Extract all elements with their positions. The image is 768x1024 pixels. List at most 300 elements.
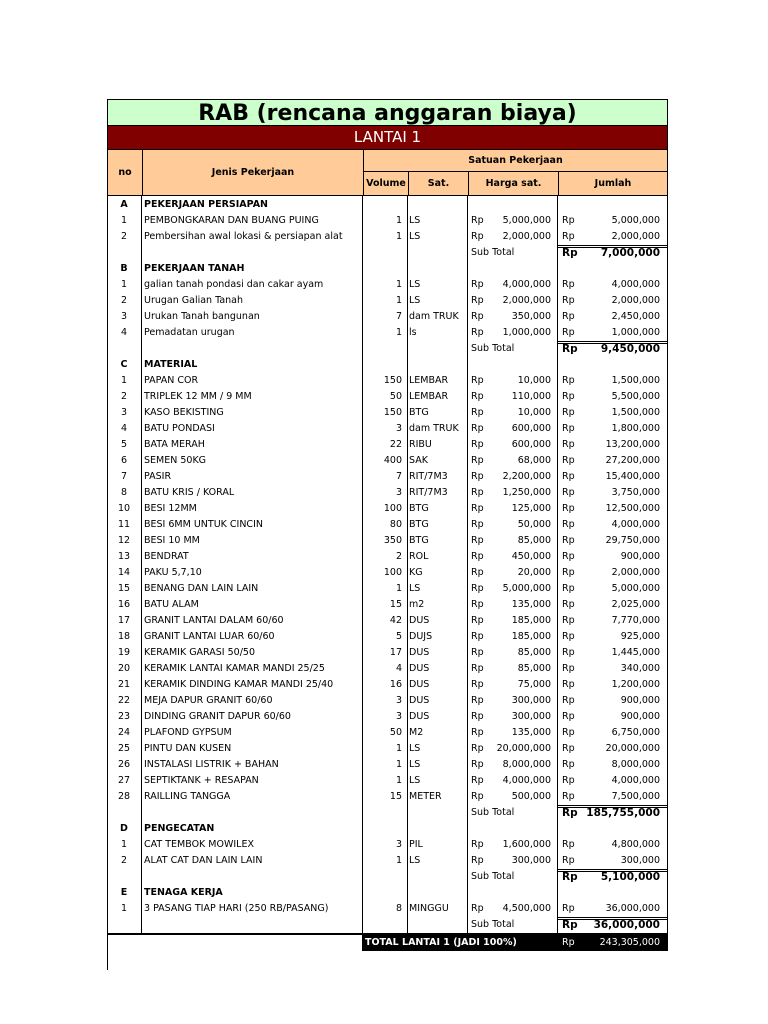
- item-name: PEMBONGKARAN DAN BUANG PUING: [144, 215, 319, 226]
- table-row: [107, 533, 668, 549]
- item-no: 5: [120, 439, 128, 450]
- table-row: [107, 453, 668, 469]
- currency-label: Rp: [562, 503, 575, 514]
- item-unit-price: 85,000: [517, 663, 551, 674]
- table-row: [107, 389, 668, 405]
- item-amount: 2,000,000: [611, 295, 660, 306]
- currency-label: Rp: [562, 937, 575, 948]
- item-no: 26: [117, 759, 131, 770]
- item-name: BATU ALAM: [144, 599, 199, 610]
- currency-label: Rp: [471, 279, 484, 290]
- section-name: PENGECATAN: [144, 823, 215, 834]
- table-row: [107, 597, 668, 613]
- item-no: 21: [117, 679, 131, 690]
- subtotal-row: [107, 245, 668, 261]
- item-unit: LS: [409, 759, 421, 770]
- currency-label: Rp: [562, 551, 575, 562]
- currency-label: Rp: [471, 551, 484, 562]
- column-divider: [141, 195, 142, 934]
- item-name: GRANIT LANTAI LUAR 60/60: [144, 631, 275, 642]
- item-amount: 4,800,000: [611, 839, 660, 850]
- table-row: [107, 501, 668, 517]
- item-no: 23: [117, 711, 131, 722]
- currency-label: Rp: [562, 423, 575, 434]
- subtotal-row: [107, 805, 668, 821]
- item-unit: LS: [409, 855, 421, 866]
- item-no: 2: [120, 231, 128, 242]
- currency-label: Rp: [562, 487, 575, 498]
- item-name: KERAMIK DINDING KAMAR MANDI 25/40: [144, 679, 334, 690]
- section-name: PEKERJAAN PERSIAPAN: [144, 199, 269, 210]
- item-name: ALAT CAT DAN LAIN LAIN: [144, 855, 263, 866]
- item-unit-price: 450,000: [511, 551, 551, 562]
- subtotal-label: Sub Total: [471, 247, 515, 258]
- currency-label: Rp: [562, 231, 575, 242]
- item-unit-price: 1,600,000: [502, 839, 551, 850]
- currency-label: Rp: [471, 903, 484, 914]
- currency-label: Rp: [471, 487, 484, 498]
- item-amount: 29,750,000: [605, 535, 660, 546]
- item-volume: 15: [389, 791, 402, 802]
- item-unit-price: 185,000: [511, 631, 551, 642]
- item-unit: DUS: [409, 679, 430, 690]
- table-header: [107, 149, 668, 196]
- item-name: BENANG DAN LAIN LAIN: [144, 583, 259, 594]
- item-volume: 50: [389, 391, 402, 402]
- item-unit-price: 5,000,000: [502, 583, 551, 594]
- item-volume: 15: [389, 599, 402, 610]
- item-amount: 13,200,000: [605, 439, 660, 450]
- item-unit-price: 500,000: [511, 791, 551, 802]
- section-code: A: [120, 199, 128, 210]
- item-unit-price: 85,000: [517, 647, 551, 658]
- column-divider: [557, 195, 558, 934]
- item-amount: 4,000,000: [611, 519, 660, 530]
- currency-label: Rp: [471, 295, 484, 306]
- table-body: [107, 196, 668, 951]
- item-no: 2: [120, 855, 128, 866]
- item-unit: RIBU: [409, 439, 432, 450]
- item-amount: 2,000,000: [611, 567, 660, 578]
- item-volume: 50: [389, 727, 402, 738]
- currency-label: Rp: [471, 327, 484, 338]
- item-name: PINTU DAN KUSEN: [144, 743, 232, 754]
- item-unit: MINGGU: [409, 903, 449, 914]
- item-volume: 150: [383, 407, 402, 418]
- item-unit: DUS: [409, 695, 430, 706]
- item-volume: 22: [389, 439, 402, 450]
- section-code: E: [120, 887, 128, 898]
- currency-label: Rp: [471, 647, 484, 658]
- item-no: 15: [117, 583, 131, 594]
- table-row: [107, 901, 668, 917]
- currency-label: Rp: [471, 583, 484, 594]
- item-no: 8: [120, 487, 128, 498]
- item-unit-price: 4,000,000: [502, 775, 551, 786]
- item-amount: 7,500,000: [611, 791, 660, 802]
- table-row: [107, 725, 668, 741]
- currency-label: Rp: [562, 615, 575, 626]
- item-unit-price: 300,000: [511, 711, 551, 722]
- subtotal-label: Sub Total: [471, 919, 515, 930]
- item-volume: 5: [395, 631, 402, 642]
- item-name: BESI 12MM: [144, 503, 197, 514]
- currency-label: Rp: [562, 727, 575, 738]
- currency-label: Rp: [562, 247, 578, 259]
- item-no: 3: [120, 407, 128, 418]
- item-name: GRANIT LANTAI DALAM 60/60: [144, 615, 284, 626]
- column-divider: [407, 195, 408, 934]
- currency-label: Rp: [471, 775, 484, 786]
- item-volume: 1: [395, 855, 402, 866]
- subtotal-value: 5,100,000: [600, 871, 660, 883]
- currency-label: Rp: [471, 727, 484, 738]
- item-unit-price: 2,000,000: [502, 231, 551, 242]
- table-row: [107, 277, 668, 293]
- item-unit-price: 1,250,000: [502, 487, 551, 498]
- header-jumlah: Jumlah: [558, 172, 667, 195]
- item-amount: 5,000,000: [611, 583, 660, 594]
- total-row: [107, 933, 668, 951]
- item-name: PLAFOND GYPSUM: [144, 727, 232, 738]
- item-amount: 8,000,000: [611, 759, 660, 770]
- column-divider: [107, 195, 108, 970]
- floor-banner: LANTAI 1: [107, 126, 668, 149]
- table-row: [107, 709, 668, 725]
- item-amount: 27,200,000: [605, 455, 660, 466]
- header-harga: Harga sat.: [468, 172, 558, 195]
- section-code: B: [120, 263, 128, 274]
- item-unit-price: 10,000: [517, 375, 551, 386]
- currency-label: Rp: [471, 711, 484, 722]
- header-volume: Volume: [363, 172, 408, 195]
- item-no: 13: [117, 551, 131, 562]
- currency-label: Rp: [471, 631, 484, 642]
- item-volume: 400: [383, 455, 402, 466]
- currency-label: Rp: [562, 679, 575, 690]
- currency-label: Rp: [562, 647, 575, 658]
- item-amount: 15,400,000: [605, 471, 660, 482]
- item-name: Pembersihan awal lokasi & persiapan alat: [144, 231, 343, 242]
- currency-label: Rp: [562, 215, 575, 226]
- item-no: 11: [117, 519, 131, 530]
- item-no: 2: [120, 391, 128, 402]
- item-unit: M2: [409, 727, 424, 738]
- item-volume: 3: [395, 839, 402, 850]
- currency-label: Rp: [562, 519, 575, 530]
- currency-label: Rp: [562, 583, 575, 594]
- currency-label: Rp: [471, 743, 484, 754]
- item-unit: LS: [409, 295, 421, 306]
- subtotal-label: Sub Total: [471, 807, 515, 818]
- item-unit-price: 4,500,000: [502, 903, 551, 914]
- currency-label: Rp: [562, 343, 578, 355]
- sheet-title: RAB (rencana anggaran biaya): [107, 99, 668, 126]
- table-row: [107, 677, 668, 693]
- currency-label: Rp: [471, 311, 484, 322]
- table-row: [107, 581, 668, 597]
- section-header: [107, 357, 668, 373]
- currency-label: Rp: [562, 567, 575, 578]
- item-name: BATU KRIS / KORAL: [144, 487, 235, 498]
- table-row: [107, 293, 668, 309]
- item-unit-price: 50,000: [517, 519, 551, 530]
- item-no: 7: [120, 471, 128, 482]
- section-header: [107, 197, 668, 213]
- item-unit-price: 300,000: [511, 855, 551, 866]
- item-volume: 16: [389, 679, 402, 690]
- item-unit: DUS: [409, 711, 430, 722]
- rab-sheet: [107, 99, 668, 951]
- item-amount: 900,000: [620, 711, 660, 722]
- item-volume: 1: [395, 279, 402, 290]
- item-no: 10: [117, 503, 131, 514]
- item-name: Urugan Galian Tanah: [144, 295, 244, 306]
- currency-label: Rp: [562, 631, 575, 642]
- currency-label: Rp: [471, 695, 484, 706]
- currency-label: Rp: [471, 679, 484, 690]
- currency-label: Rp: [562, 455, 575, 466]
- table-row: [107, 613, 668, 629]
- header-jenis: Jenis Pekerjaan: [142, 150, 363, 195]
- currency-label: Rp: [562, 759, 575, 770]
- section-name: MATERIAL: [144, 359, 198, 370]
- header-satuan: Satuan Pekerjaan: [363, 150, 667, 172]
- item-name: SEPTIKTANK + RESAPAN: [144, 775, 259, 786]
- item-amount: 2,450,000: [611, 311, 660, 322]
- item-unit: DUJS: [409, 631, 433, 642]
- item-unit-price: 185,000: [511, 615, 551, 626]
- item-volume: 2: [395, 551, 402, 562]
- currency-label: Rp: [471, 407, 484, 418]
- item-unit-price: 5,000,000: [502, 215, 551, 226]
- item-no: 16: [117, 599, 131, 610]
- item-unit: DUS: [409, 663, 430, 674]
- item-name: TRIPLEK 12 MM / 9 MM: [144, 391, 252, 402]
- item-name: KERAMIK GARASI 50/50: [144, 647, 255, 658]
- currency-label: Rp: [471, 455, 484, 466]
- subtotal-label: Sub Total: [471, 343, 515, 354]
- item-unit-price: 350,000: [511, 311, 551, 322]
- currency-label: Rp: [562, 535, 575, 546]
- item-unit-price: 4,000,000: [502, 279, 551, 290]
- currency-label: Rp: [562, 663, 575, 674]
- item-unit-price: 2,000,000: [502, 295, 551, 306]
- section-code: D: [120, 823, 128, 834]
- currency-label: Rp: [471, 567, 484, 578]
- item-amount: 3,750,000: [611, 487, 660, 498]
- currency-label: Rp: [562, 327, 575, 338]
- item-no: 19: [117, 647, 131, 658]
- item-unit: LEMBAR: [409, 391, 449, 402]
- column-divider: [667, 195, 668, 934]
- item-amount: 1,500,000: [611, 407, 660, 418]
- currency-label: Rp: [471, 439, 484, 450]
- table-row: [107, 437, 668, 453]
- item-unit-price: 20,000,000: [496, 743, 551, 754]
- item-name: KASO BEKISTING: [144, 407, 224, 418]
- table-row: [107, 325, 668, 341]
- item-name: KERAMIK LANTAI KAMAR MANDI 25/25: [144, 663, 325, 674]
- currency-label: Rp: [471, 791, 484, 802]
- item-volume: 3: [395, 487, 402, 498]
- table-row: [107, 565, 668, 581]
- item-unit: SAK: [409, 455, 428, 466]
- item-unit-price: 8,000,000: [502, 759, 551, 770]
- currency-label: Rp: [471, 615, 484, 626]
- item-name: PAKU 5,7,10: [144, 567, 202, 578]
- item-no: 25: [117, 743, 131, 754]
- item-volume: 3: [395, 695, 402, 706]
- item-name: INSTALASI LISTRIK + BAHAN: [144, 759, 279, 770]
- item-name: SEMEN 50KG: [144, 455, 207, 466]
- item-unit: m2: [409, 599, 425, 610]
- currency-label: Rp: [562, 743, 575, 754]
- item-unit: RIT/7M3: [409, 487, 448, 498]
- item-volume: 100: [383, 503, 402, 514]
- item-amount: 36,000,000: [605, 903, 660, 914]
- item-no: 28: [117, 791, 131, 802]
- currency-label: Rp: [471, 391, 484, 402]
- currency-label: Rp: [471, 231, 484, 242]
- currency-label: Rp: [562, 407, 575, 418]
- item-amount: 12,500,000: [605, 503, 660, 514]
- currency-label: Rp: [562, 775, 575, 786]
- item-amount: 1,500,000: [611, 375, 660, 386]
- section-name: TENAGA KERJA: [144, 887, 223, 898]
- item-no: 12: [117, 535, 131, 546]
- subtotal-label: Sub Total: [471, 871, 515, 882]
- currency-label: Rp: [471, 599, 484, 610]
- table-row: [107, 373, 668, 389]
- item-name: BATA MERAH: [144, 439, 205, 450]
- section-header: [107, 885, 668, 901]
- currency-label: Rp: [562, 919, 578, 931]
- item-amount: 2,025,000: [611, 599, 660, 610]
- item-unit-price: 600,000: [511, 439, 551, 450]
- item-unit: LS: [409, 775, 421, 786]
- currency-label: Rp: [562, 791, 575, 802]
- item-unit: METER: [409, 791, 442, 802]
- item-no: 18: [117, 631, 131, 642]
- item-no: 1: [120, 839, 128, 850]
- item-no: 4: [120, 423, 128, 434]
- currency-label: Rp: [562, 855, 575, 866]
- item-no: 1: [120, 215, 128, 226]
- item-amount: 1,800,000: [611, 423, 660, 434]
- item-unit: DUS: [409, 647, 430, 658]
- currency-label: Rp: [471, 423, 484, 434]
- item-volume: 1: [395, 775, 402, 786]
- item-volume: 7: [395, 471, 402, 482]
- currency-label: Rp: [562, 695, 575, 706]
- currency-label: Rp: [562, 871, 578, 883]
- subtotal-value: 7,000,000: [600, 247, 660, 259]
- item-amount: 6,750,000: [611, 727, 660, 738]
- item-amount: 7,770,000: [611, 615, 660, 626]
- section-header: [107, 261, 668, 277]
- item-volume: 3: [395, 711, 402, 722]
- table-row: [107, 773, 668, 789]
- currency-label: Rp: [471, 663, 484, 674]
- currency-label: Rp: [562, 311, 575, 322]
- item-volume: 1: [395, 583, 402, 594]
- item-volume: 1: [395, 295, 402, 306]
- item-unit: BTG: [409, 535, 429, 546]
- subtotal-value: 185,755,000: [586, 807, 660, 819]
- item-unit-price: 110,000: [511, 391, 551, 402]
- item-unit: LS: [409, 231, 421, 242]
- item-unit: LEMBAR: [409, 375, 449, 386]
- item-unit-price: 75,000: [517, 679, 551, 690]
- item-unit: DUS: [409, 615, 430, 626]
- currency-label: Rp: [562, 295, 575, 306]
- subtotal-row: [107, 869, 668, 885]
- currency-label: Rp: [562, 471, 575, 482]
- item-name: BATU PONDASI: [144, 423, 215, 434]
- currency-label: Rp: [562, 599, 575, 610]
- item-no: 1: [120, 279, 128, 290]
- table-row: [107, 517, 668, 533]
- table-row: [107, 645, 668, 661]
- table-row: [107, 789, 668, 805]
- item-unit-price: 1,000,000: [502, 327, 551, 338]
- item-unit-price: 600,000: [511, 423, 551, 434]
- item-no: 4: [120, 327, 128, 338]
- item-unit-price: 125,000: [511, 503, 551, 514]
- table-row: [107, 741, 668, 757]
- item-no: 3: [120, 311, 128, 322]
- total-label: TOTAL LANTAI 1 (JADI 100%): [365, 937, 517, 948]
- item-amount: 1,000,000: [611, 327, 660, 338]
- currency-label: Rp: [562, 807, 578, 819]
- currency-label: Rp: [562, 711, 575, 722]
- item-unit: KG: [409, 567, 423, 578]
- item-amount: 4,000,000: [611, 775, 660, 786]
- item-name: PASIR: [144, 471, 172, 482]
- currency-label: Rp: [471, 471, 484, 482]
- item-amount: 300,000: [620, 855, 660, 866]
- item-volume: 1: [395, 215, 402, 226]
- item-volume: 4: [395, 663, 402, 674]
- table-row: [107, 469, 668, 485]
- subtotal-row: [107, 341, 668, 357]
- table-row: [107, 549, 668, 565]
- item-amount: 20,000,000: [605, 743, 660, 754]
- currency-label: Rp: [562, 903, 575, 914]
- item-name: galian tanah pondasi dan cakar ayam: [144, 279, 324, 290]
- table-row: [107, 693, 668, 709]
- item-name: CAT TEMBOK MOWILEX: [144, 839, 254, 850]
- item-unit-price: 20,000: [517, 567, 551, 578]
- table-row: [107, 309, 668, 325]
- item-unit-price: 2,200,000: [502, 471, 551, 482]
- item-volume: 7: [395, 311, 402, 322]
- item-unit: BTG: [409, 503, 429, 514]
- item-amount: 900,000: [620, 695, 660, 706]
- item-amount: 1,445,000: [611, 647, 660, 658]
- item-amount: 5,000,000: [611, 215, 660, 226]
- item-amount: 925,000: [620, 631, 660, 642]
- table-row: [107, 853, 668, 869]
- item-name: PAPAN COR: [144, 375, 199, 386]
- item-volume: 1: [395, 759, 402, 770]
- item-no: 17: [117, 615, 131, 626]
- item-unit-price: 10,000: [517, 407, 551, 418]
- item-unit: LS: [409, 743, 421, 754]
- item-volume: 100: [383, 567, 402, 578]
- currency-label: Rp: [471, 503, 484, 514]
